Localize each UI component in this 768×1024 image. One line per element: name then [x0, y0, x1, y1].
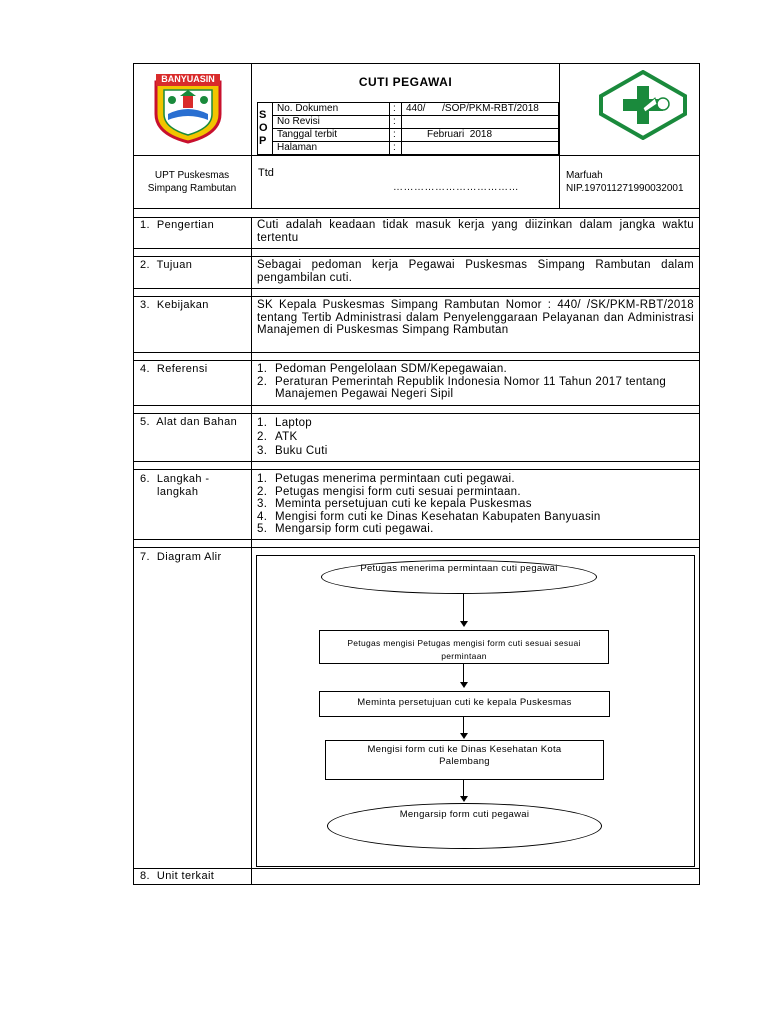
flow-connector	[463, 779, 464, 796]
list-item: 1. Petugas menerima permintaan cuti pegawai.	[257, 473, 515, 485]
section-text-kebijakan: SK Kepala Puskesmas Simpang Rambutan Nomor : 440/ /SK/PKM-RBT/2018 tentang Tertib Administrasi dalam Penyelenggaraan Pelayanan dan Administrasi Manajemen di Puskesmas Simpang Rambutan	[257, 299, 694, 336]
section-label-tujuan: 2. Tujuan	[140, 259, 193, 271]
signer-name: Marfuah	[566, 170, 603, 181]
section-label-kebijakan: 3. Kebijakan	[140, 299, 209, 311]
sign-divider-right	[559, 155, 560, 208]
flow-arrow	[460, 682, 468, 688]
header-divider-right	[559, 63, 560, 155]
signer-nip: NIP.197011271990032001	[566, 183, 684, 194]
section-label-pengertian: 1. Pengertian	[140, 219, 215, 231]
banyuasin-logo	[150, 70, 226, 144]
flow-arrow	[460, 796, 468, 802]
flow-step-box	[319, 630, 609, 664]
section-line	[133, 413, 700, 414]
meta-label: Tanggal terbit	[277, 129, 338, 140]
sop-letter: S	[259, 109, 267, 121]
section-line	[133, 547, 700, 548]
section-line	[133, 868, 700, 869]
flow-connector	[463, 663, 464, 682]
meta-sep: :	[393, 129, 396, 140]
flow-connector	[463, 593, 464, 621]
section-text-pengertian: Cuti adalah keadaan tidak masuk kerja yang diizinkan dalam jangka waktu tertentu	[257, 219, 694, 244]
flow-arrow	[460, 733, 468, 739]
sign-divider-left	[251, 155, 252, 208]
section-line	[133, 256, 700, 257]
flow-step-text: Petugas menerima permintaan cuti pegawai	[360, 563, 558, 574]
flow-step-text: Mengisi form cuti ke Dinas Kesehatan Kota Palembang	[367, 744, 562, 767]
meta-sep: :	[393, 142, 396, 153]
flow-arrow	[460, 621, 468, 627]
flow-step-box	[325, 740, 604, 780]
flow-step-text: Petugas mengisi Petugas mengisi form cuti sesuai sesuai permintaan	[347, 638, 581, 661]
page-title: CUTI PEGAWAI	[358, 75, 453, 89]
section-line	[133, 248, 700, 249]
section-line	[133, 469, 700, 470]
spacer-row-bottom-line	[133, 217, 700, 218]
ttd-label: Ttd	[258, 167, 274, 179]
meta-value: 440/ /SOP/PKM-RBT/2018	[406, 103, 539, 114]
flow-step-box	[319, 691, 610, 717]
section-line	[133, 405, 700, 406]
section-label-referensi: 4. Referensi	[140, 363, 208, 375]
unit-name: UPT Puskesmas Simpang Rambutan	[147, 170, 237, 194]
flow-end-ellipse	[327, 803, 602, 849]
section-line	[133, 360, 700, 361]
header-bottom-line	[133, 155, 700, 156]
meta-sep: :	[393, 116, 396, 127]
section-line	[133, 461, 700, 462]
sign-row-bottom-line	[133, 208, 700, 209]
signature-line: ………………………………	[393, 182, 519, 193]
flow-step-text: Meminta persetujuan cuti ke kepala Puskesmas	[357, 697, 572, 708]
list-item: 1. Pedoman Pengelolaan SDM/Kepegawaian.	[257, 363, 508, 375]
sop-letter: O	[259, 122, 268, 134]
langkah-list	[255, 473, 601, 536]
list-item: 2. ATK	[257, 431, 298, 443]
section-line	[133, 352, 700, 353]
section-line	[133, 296, 700, 297]
list-item: 4. Mengisi form cuti ke Dinas Kesehatan Kabupaten Banyuasin	[257, 510, 601, 523]
section-line	[133, 539, 700, 540]
list-item: 1. Laptop	[257, 417, 312, 429]
flow-connector	[463, 716, 464, 733]
list-item: 3. Buku Cuti	[257, 445, 328, 457]
meta-sep: :	[393, 103, 396, 114]
list-item: 5. Mengarsip form cuti pegawai.	[257, 523, 434, 535]
meta-label: No. Dokumen	[277, 103, 339, 114]
sop-letter: P	[259, 135, 267, 147]
list-item: 2. Peraturan Pemerintah Republik Indonesia Nomor 11 Tahun 2017 tentang	[257, 375, 667, 388]
flow-step-text: Mengarsip form cuti pegawai	[399, 809, 530, 820]
section-label-diagram: 7. Diagram Alir	[140, 551, 222, 563]
flow-start-ellipse	[321, 560, 597, 594]
alat-bahan-list	[255, 416, 328, 458]
logo-text: BANYUASIN	[161, 74, 215, 84]
content-col-divider	[251, 217, 252, 885]
section-label-langkah-cont: langkah	[157, 486, 199, 498]
meta-label: No Revisi	[277, 116, 320, 127]
section-line	[133, 288, 700, 289]
section-label-unit-terkait: 8. Unit terkait	[140, 870, 215, 882]
section-label-alat-bahan: 5. Alat dan Bahan	[140, 416, 238, 428]
list-item: Manajemen Pegawai Negeri Sipil	[275, 388, 454, 400]
puskesmas-logo	[597, 70, 690, 140]
meta-label: Halaman	[277, 142, 318, 153]
section-label-langkah: 6. Langkah -	[140, 473, 210, 485]
meta-value: Februari 2018	[427, 129, 493, 140]
referensi-list	[255, 363, 666, 401]
list-item: 2. Petugas mengisi form cuti sesuai permintaan.	[257, 485, 521, 498]
section-text-tujuan: Sebagai pedoman kerja Pegawai Puskesmas Simpang Rambutan dalam pengambilan cuti.	[257, 259, 694, 284]
list-item: 3. Meminta persetujuan cuti ke kepala Puskesmas	[257, 498, 532, 510]
